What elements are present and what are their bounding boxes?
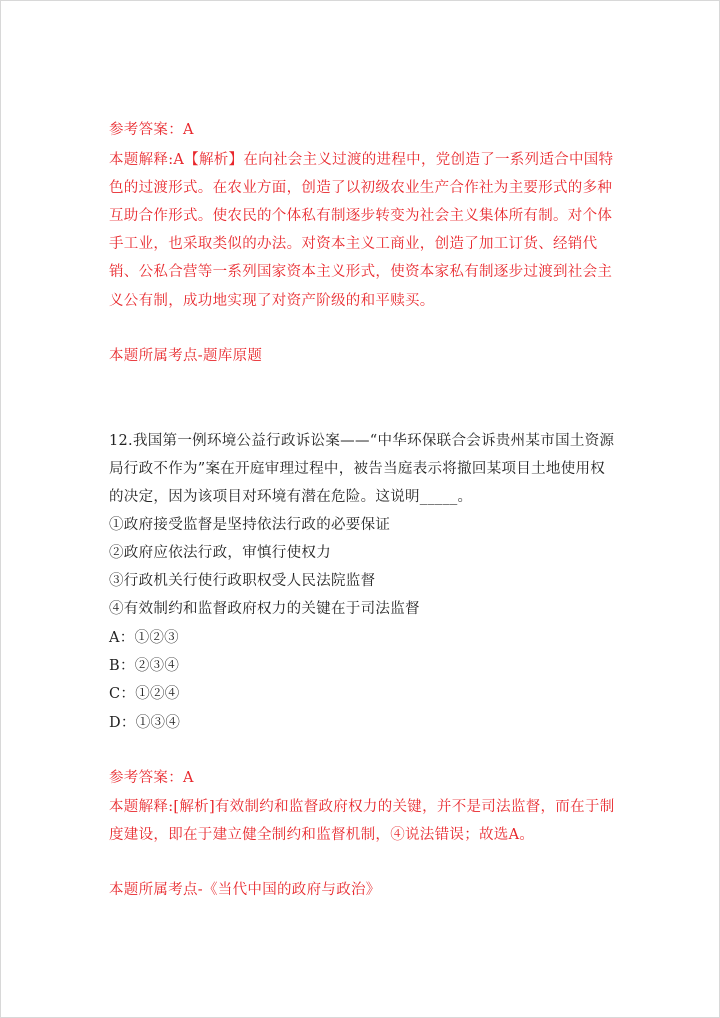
question-stem-line: 的决定，因为该项目对环境有潜在危险。这说明_____。 — [109, 489, 473, 505]
statement-item: ①政府接受监督是坚持依法行政的必要保证 — [109, 517, 391, 533]
question-stem-line: 12.我国第一例环境公益行政诉讼案——“中华环保联合会诉贵州某市国土资源 — [109, 433, 615, 449]
statement-item: ④有效制约和监督政府权力的关键在于司法监督 — [109, 601, 420, 617]
option-d: D：①③④ — [109, 715, 181, 731]
answer-label: 参考答案：A — [109, 770, 194, 786]
source-label: 本题所属考点-题库原题 — [109, 348, 263, 364]
explanation-line: 色的过渡形式。在农业方面，创造了以初级农业生产合作社为主要形式的多种 — [109, 180, 613, 196]
explanation-line: 手工业，也采取类似的办法。对资本主义工商业，创造了加工订货、经销代 — [109, 236, 598, 252]
option-a: A：①②③ — [109, 630, 179, 646]
explanation-line: 义公有制，成功地实现了对资产阶级的和平赎买。 — [109, 293, 435, 309]
question-stem-line: 局行政不作为”案在开庭审理过程中，被告当庭表示将撤回某项目土地使用权 — [109, 461, 606, 477]
statement-item: ②政府应依法行政，审慎行使权力 — [109, 545, 331, 561]
explanation-line: 销、公私合营等一系列国家资本主义形式，使资本家私有制逐步过渡到社会主 — [109, 264, 613, 280]
explanation-line: 本题解释:[解析]有效制约和监督政府权力的关键，并不是司法监督，而在于制 — [109, 799, 615, 815]
explanation-line: 本题解释:A【解析】在向社会主义过渡的进程中，党创造了一系列适合中国特 — [109, 152, 614, 168]
statement-item: ③行政机关行使行政职权受人民法院监督 — [109, 573, 376, 589]
option-b: B：②③④ — [109, 658, 180, 674]
source-label: 本题所属考点-《当代中国的政府与政治》 — [109, 882, 381, 898]
answer-label: 参考答案：A — [109, 122, 194, 138]
explanation-line: 互助合作形式。使农民的个体私有制逐步转变为社会主义集体所有制。对个体 — [109, 208, 613, 224]
explanation-line: 度建设，即在于建立健全制约和监督机制，④说法错误；故选A。 — [109, 827, 535, 843]
option-c: C：①②④ — [109, 686, 180, 702]
